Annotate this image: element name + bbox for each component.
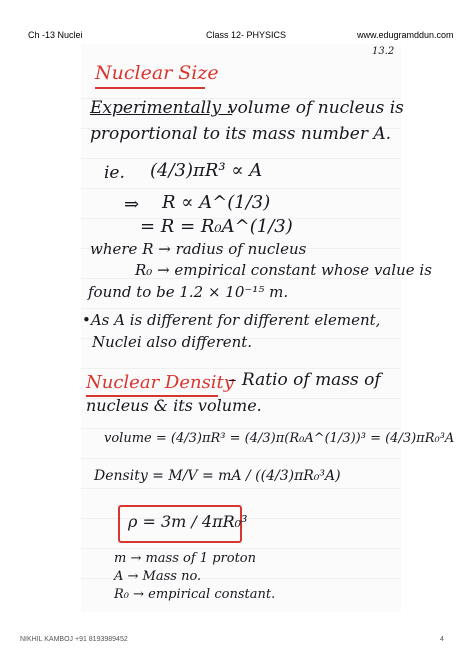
header-website[interactable]: www.edugramddun.com: [357, 30, 454, 40]
heading-nuclear-size: Nuclear Size: [95, 62, 219, 84]
density-description-1: – Ratio of mass of: [228, 370, 381, 390]
density-equation: Density = M/V = mA / ((4/3)πR₀³A): [94, 468, 341, 484]
a-definition: A → Mass no.: [114, 569, 202, 584]
footer-author: NIKHIL KAMBOJ +91 8193989452: [20, 636, 128, 643]
equation-radius: = R = R₀A^(1/3): [140, 216, 293, 237]
equation-radius-proportional: R ∝ A^(1/3): [162, 192, 271, 213]
text-line-1: volume of nucleus is: [228, 98, 404, 118]
experimentally-word: Experimentally :: [90, 98, 233, 118]
heading-nuclear-density: Nuclear Density: [86, 372, 234, 393]
m-definition: m → mass of 1 proton: [114, 551, 256, 566]
r0-constant-definition: R₀ → empirical constant.: [114, 587, 276, 602]
header-class: Class 12- PHYSICS: [206, 30, 287, 40]
footer-page-number: 4: [440, 636, 444, 643]
found-value: found to be 1.2 × 10⁻¹⁵ m.: [88, 283, 289, 301]
r0-definition: R₀ → empirical constant whose value is: [135, 261, 432, 279]
density-description-2: nucleus & its volume.: [86, 396, 262, 415]
rho-formula: ρ = 3m / 4πR₀³: [128, 512, 248, 531]
volume-equation: volume = (4/3)πR³ = (4/3)π(R₀A^(1/3))³ = (4/3)πR₀³A: [104, 431, 455, 446]
heading-underline: [95, 87, 205, 89]
header-chapter: Ch -13 Nuclei: [28, 30, 83, 40]
equation-volume-proportional: (4/3)πR³ ∝ A: [150, 160, 263, 181]
text-line-2: proportional to its mass number A.: [90, 124, 392, 144]
where-definition: where R → radius of nucleus: [90, 240, 307, 258]
bullet-line-1: •As A is different for different element,: [82, 311, 381, 329]
ie-label: ie.: [104, 163, 125, 183]
implies-arrow: ⇒: [124, 194, 140, 215]
bullet-line-2: Nuclei also different.: [92, 333, 253, 351]
page-mark: 13.2: [372, 46, 395, 57]
